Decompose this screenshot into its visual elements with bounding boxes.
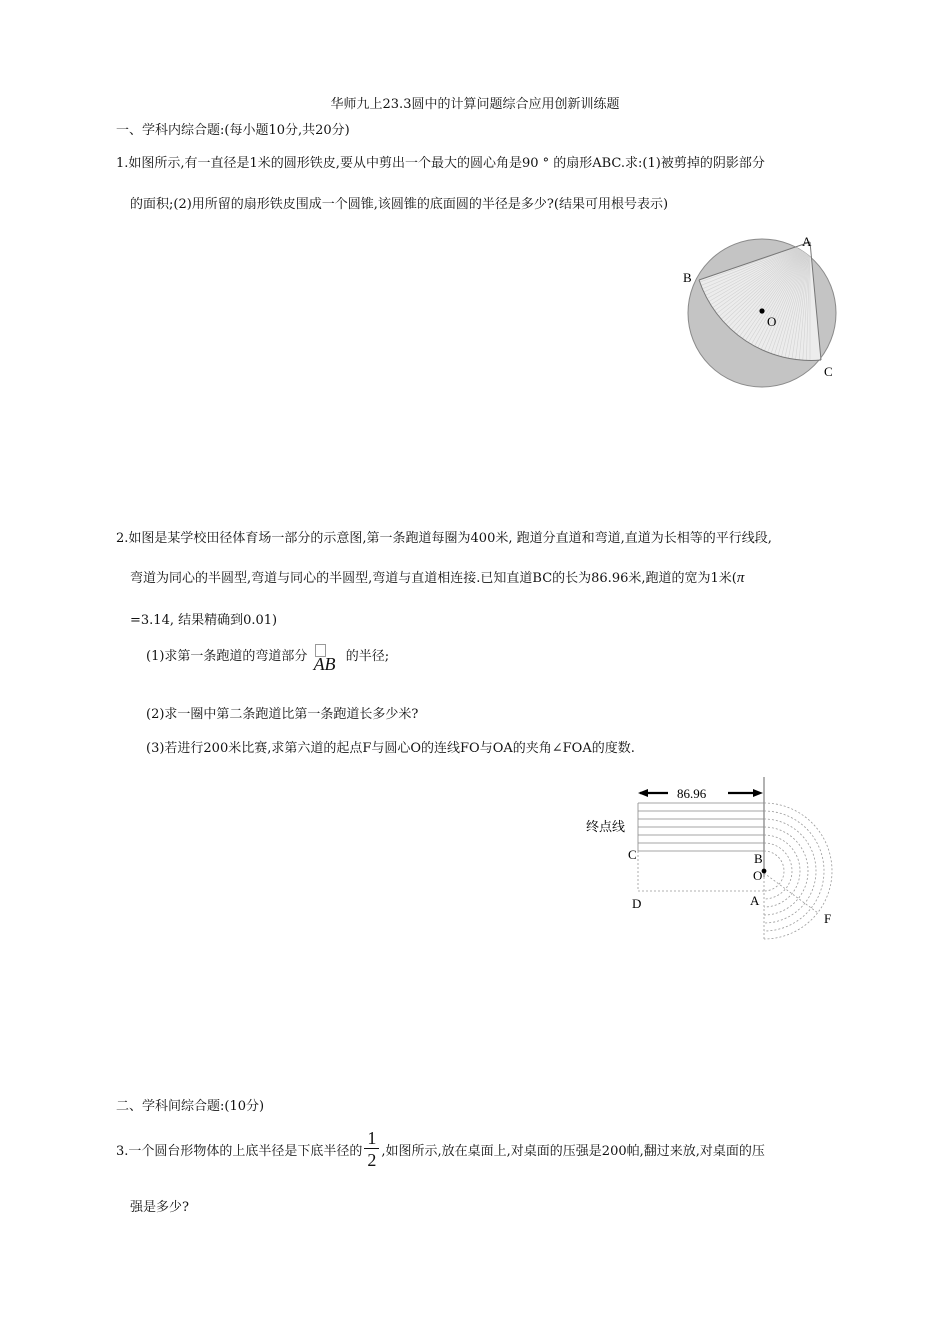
center-point [759, 308, 764, 313]
fraction-denominator: 2 [367, 1149, 377, 1170]
arc-ab-label: AB [313, 654, 336, 674]
q1-line-2: 的面积;(2)用所留的扇形铁皮围成一个圆锥,该圆锥的底面圆的半径是多少?(结果可用根号表示) [130, 197, 669, 212]
q1-figure-sector [678, 232, 848, 392]
q2-sub-1-post: 的半径; [345, 649, 390, 664]
q2-line-2 [130, 567, 744, 587]
q2-line-1: 2.如图是某学校田径体育场一部分的示意图,第一条跑道每圈为400米, 跑道分直道和弯道,直道为长相等的平行线段, [116, 531, 772, 546]
label-b: B [754, 851, 763, 866]
q2-sub-3: (3)若进行200米比赛,求第六道的起点F与圆心O的连线FO与OA的夹角∠FOA的度数. [146, 741, 635, 756]
q1-line-1: 1.如图所示,有一直径是1米的圆形铁皮,要从中剪出一个最大的圆心角是90 ° 的扇形ABC.求:(1)被剪掉的阴影部分 [116, 156, 765, 171]
length-label: 86.96 [677, 786, 707, 801]
straight-lanes [638, 803, 764, 851]
arc-ab [312, 646, 342, 674]
q3-line-2: 强是多少? [130, 1200, 189, 1215]
q3-line-1 [116, 1124, 765, 1174]
section-1-heading: 一、学科内综合题:(每小题10分,共20分) [116, 123, 350, 138]
label-f: F [824, 911, 832, 926]
label-d: D [632, 896, 642, 911]
q2-figure-track [580, 773, 850, 958]
page-title: 华师九上23.3圆中的计算问题综合应用创新训练题 [330, 97, 620, 112]
q3-post: ,如图所示,放在桌面上,对桌面的压强是200帕,翻过来放,对桌面的压 [381, 1143, 765, 1159]
q2-line-2-text: 弯道为同心的半圆型,弯道与同心的半圆型,弯道与直道相连接.已知直道BC的长为86.96米,跑道的宽为1米( [130, 571, 737, 586]
q2-line-3: =3.14, 结果精确到0.01) [130, 613, 278, 628]
q3-pre: 3.一个圆台形物体的上底半径是下底半径的 [116, 1143, 363, 1159]
label-c: C [628, 847, 637, 862]
q2-sub-1 [146, 645, 390, 674]
fraction-half [364, 1128, 379, 1171]
label-o: O [753, 868, 763, 883]
q2-sub-1-pre: (1)求第一条跑道的弯道部分 [146, 649, 308, 664]
label-b: B [683, 270, 692, 285]
q2-sub-2: (2)求一圈中第二条跑道比第一条跑道长多少米? [146, 707, 419, 722]
label-a: A [802, 234, 812, 249]
fraction-numerator: 1 [364, 1128, 379, 1149]
curve-lanes [764, 803, 832, 939]
label-o: O [767, 314, 777, 329]
section-2-heading: 二、学科间综合题:(10分) [116, 1099, 265, 1114]
label-a: A [750, 893, 760, 908]
label-c: C [824, 364, 833, 379]
pi-symbol: π [736, 570, 745, 586]
finish-line-label: 终点线 [586, 819, 626, 834]
